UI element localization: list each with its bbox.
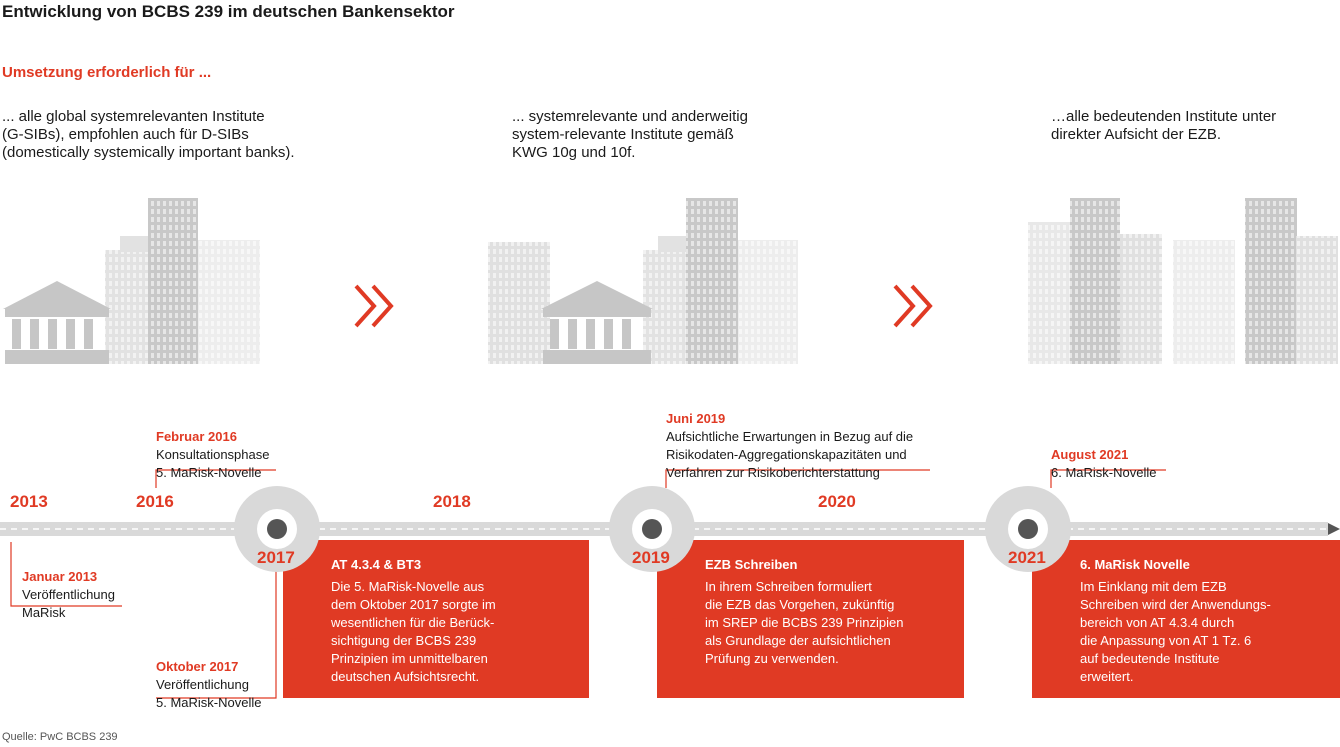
building-icon bbox=[105, 236, 150, 364]
event-aug2021 bbox=[1051, 428, 1156, 482]
chevron-double-right-icon bbox=[895, 286, 930, 326]
milestone-dot-icon bbox=[1018, 519, 1038, 539]
bank-icon bbox=[541, 281, 653, 364]
building-icon bbox=[1296, 236, 1338, 364]
year-label-2019: 2019 bbox=[632, 548, 670, 567]
event-text: Veröffentlichung MaRisk bbox=[22, 587, 115, 620]
year-label-2017: 2017 bbox=[257, 548, 295, 567]
event-okt2017 bbox=[156, 640, 261, 712]
info-box-body: Im Einklang mit dem EZB Schreiben wird der Anwendungs- bereich von AT 4.3.4 durch die Anpassung von AT 1 Tz. 6 auf bedeutende Institute erweitert. bbox=[1080, 579, 1271, 684]
building-icon bbox=[488, 242, 550, 364]
year-label-2013: 2013 bbox=[10, 492, 48, 511]
column-2-text: ... systemrelevante und anderweitig system-relevante Institute gemäß KWG 10g und 10f. bbox=[512, 108, 748, 161]
building-icon bbox=[1028, 222, 1072, 364]
building-icon bbox=[1120, 234, 1162, 364]
building-icon bbox=[643, 236, 688, 364]
source-note: Quelle: PwC BCBS 239 bbox=[2, 731, 118, 743]
milestone-dot-icon bbox=[642, 519, 662, 539]
building-icon bbox=[1173, 240, 1235, 364]
event-text: Konsultationsphase 5. MaRisk-Novelle bbox=[156, 447, 270, 480]
building-icon bbox=[1070, 198, 1120, 364]
info-box-title: AT 4.3.4 & BT3 bbox=[331, 557, 422, 572]
info-box-title: 6. MaRisk Novelle bbox=[1080, 557, 1190, 572]
building-icon bbox=[1245, 198, 1297, 364]
event-text: 6. MaRisk-Novelle bbox=[1051, 465, 1157, 480]
building-icon bbox=[198, 240, 260, 364]
info-box-ezb-schreiben bbox=[657, 540, 964, 698]
info-box-body: Die 5. MaRisk-Novelle aus dem Oktober 2017 sorgte im wesentlichen für die Berück- sichtigung der BCBS 239 Prinzipien im unmittelbaren deutschen Aufsichtsrecht. bbox=[331, 579, 496, 684]
info-box-body: In ihrem Schreiben formuliert die EZB das Vorgehen, zukünftig im SREP die BCBS 239 Prinzipien als Grundlage der aufsichtlichen Prüfung zu verwenden. bbox=[705, 579, 904, 666]
event-jan2013 bbox=[22, 550, 115, 622]
bank-icon bbox=[3, 281, 111, 364]
event-date: Oktober 2017 bbox=[156, 659, 239, 674]
column-1-text: ... alle global systemrelevanten Institute (G-SIBs), empfohlen auch für D-SIBs (domestically systemically important banks). bbox=[2, 108, 295, 161]
building-icon bbox=[738, 240, 798, 364]
chevron-double-right-icon bbox=[356, 286, 391, 326]
timeline-arrow-icon bbox=[1328, 523, 1340, 535]
milestone-dot-icon bbox=[267, 519, 287, 539]
event-text: Veröffentlichung 5. MaRisk-Novelle bbox=[156, 677, 262, 710]
building-icon bbox=[686, 198, 738, 364]
year-label-2016: 2016 bbox=[136, 492, 174, 511]
year-label-2018: 2018 bbox=[433, 492, 471, 511]
column-3-text: …alle bedeutenden Institute unter direkter Aufsicht der EZB. bbox=[1051, 108, 1277, 143]
info-box-6-marisk-novelle bbox=[1032, 540, 1340, 698]
info-box-at434 bbox=[283, 540, 589, 698]
year-label-2021: 2021 bbox=[1008, 548, 1046, 567]
event-jun2019 bbox=[666, 392, 913, 482]
event-feb2016 bbox=[156, 410, 269, 482]
info-box-title: EZB Schreiben bbox=[705, 557, 798, 572]
event-date: Januar 2013 bbox=[22, 569, 98, 584]
event-text: Aufsichtliche Erwartungen in Bezug auf die Risikodaten-Aggregationskapazitäten und Verfahren zur Risikoberichterstattung bbox=[666, 429, 914, 480]
building-icon bbox=[148, 198, 198, 364]
event-date: Februar 2016 bbox=[156, 429, 237, 444]
page-title: Entwicklung von BCBS 239 im deutschen Bankensektor bbox=[2, 2, 455, 21]
section-subheading: Umsetzung erforderlich für ... bbox=[2, 64, 212, 81]
year-label-2020: 2020 bbox=[818, 492, 856, 511]
event-date: Juni 2019 bbox=[666, 411, 726, 426]
event-date: August 2021 bbox=[1051, 447, 1129, 462]
